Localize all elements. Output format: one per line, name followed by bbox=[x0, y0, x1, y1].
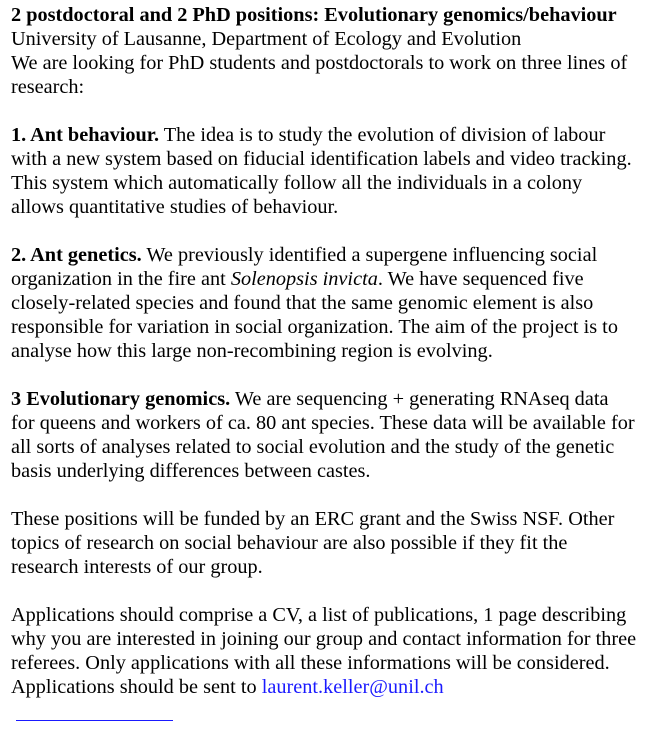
species-name: Solenopsis invicta bbox=[230, 268, 378, 290]
section-ant-behaviour-text: The idea is to study the evolution of division of labour bbox=[159, 124, 606, 146]
paragraph-gap bbox=[11, 99, 670, 123]
section-ant-genetics-line-3: closely-related species and found that the same genomic element is also bbox=[11, 292, 594, 314]
section-ant-behaviour-line-3: This system which automatically follow all the individuals in a colony bbox=[11, 172, 583, 194]
paragraph-gap bbox=[11, 363, 670, 387]
job-announcement bbox=[11, 3, 670, 699]
section-ant-genetics-text-after: . We have sequenced five bbox=[377, 268, 584, 290]
section-ant-behaviour-line-4: allows quantitative studies of behaviour. bbox=[11, 196, 339, 218]
section-evolutionary-genomics-line-3: all sorts of analyses related to social evolution and the study of the genetic bbox=[11, 436, 615, 458]
applications-line-1: Applications should comprise a CV, a list of publications, 1 page describing bbox=[11, 604, 627, 626]
section-evolutionary-genomics-text: We are sequencing + generating RNAseq data bbox=[230, 388, 609, 410]
section-ant-genetics-line-5: analyse how this large non-recombining region is evolving. bbox=[11, 340, 493, 362]
contact-email-link[interactable]: laurent.keller@unil.ch bbox=[261, 676, 444, 698]
section-ant-genetics-heading: 2. Ant genetics. bbox=[11, 244, 142, 266]
intro-line-2: research: bbox=[11, 76, 85, 98]
paragraph-gap bbox=[11, 219, 670, 243]
link-underline-rule bbox=[16, 720, 173, 721]
applications-line-2: why you are interested in joining our group and contact information for three bbox=[11, 628, 637, 650]
paragraph-gap bbox=[11, 483, 670, 507]
section-ant-genetics-line-1 bbox=[11, 243, 670, 267]
section-evolutionary-genomics-heading: 3 Evolutionary genomics. bbox=[11, 388, 231, 410]
affiliation: University of Lausanne, Department of Ecology and Evolution bbox=[11, 28, 522, 50]
section-ant-behaviour-line-2: with a new system based on fiducial identification labels and video tracking. bbox=[11, 148, 632, 170]
section-ant-genetics-line-4: responsible for variation in social organization. The aim of the project is to bbox=[11, 316, 618, 338]
funding-line-2: topics of research on social behaviour are also possible if they fit the bbox=[11, 532, 568, 554]
section-ant-behaviour-heading: 1. Ant behaviour. bbox=[11, 124, 160, 146]
applications-line-4 bbox=[11, 675, 670, 699]
section-ant-genetics-text-before: organization in the fire ant bbox=[11, 268, 231, 290]
send-to-text: Applications should be sent to bbox=[11, 676, 262, 698]
section-ant-genetics-line-2 bbox=[11, 267, 670, 291]
section-evolutionary-genomics-line-1 bbox=[11, 387, 670, 411]
funding-line-3: research interests of our group. bbox=[11, 556, 263, 578]
section-ant-behaviour-line-1 bbox=[11, 123, 670, 147]
section-ant-genetics-text: We previously identified a supergene influencing social bbox=[141, 244, 598, 266]
section-evolutionary-genomics-line-2: for queens and workers of ca. 80 ant species. These data will be available for bbox=[11, 412, 635, 434]
paragraph-gap bbox=[11, 579, 670, 603]
funding-line-1: These positions will be funded by an ERC grant and the Swiss NSF. Other bbox=[11, 508, 615, 530]
intro-line-1: We are looking for PhD students and postdoctorals to work on three lines of bbox=[11, 52, 628, 74]
section-evolutionary-genomics-line-4: basis underlying differences between castes. bbox=[11, 460, 371, 482]
announcement-title: 2 postdoctoral and 2 PhD positions: Evolutionary genomics/behaviour bbox=[11, 4, 617, 26]
applications-line-3: referees. Only applications with all these informations will be considered. bbox=[11, 652, 610, 674]
